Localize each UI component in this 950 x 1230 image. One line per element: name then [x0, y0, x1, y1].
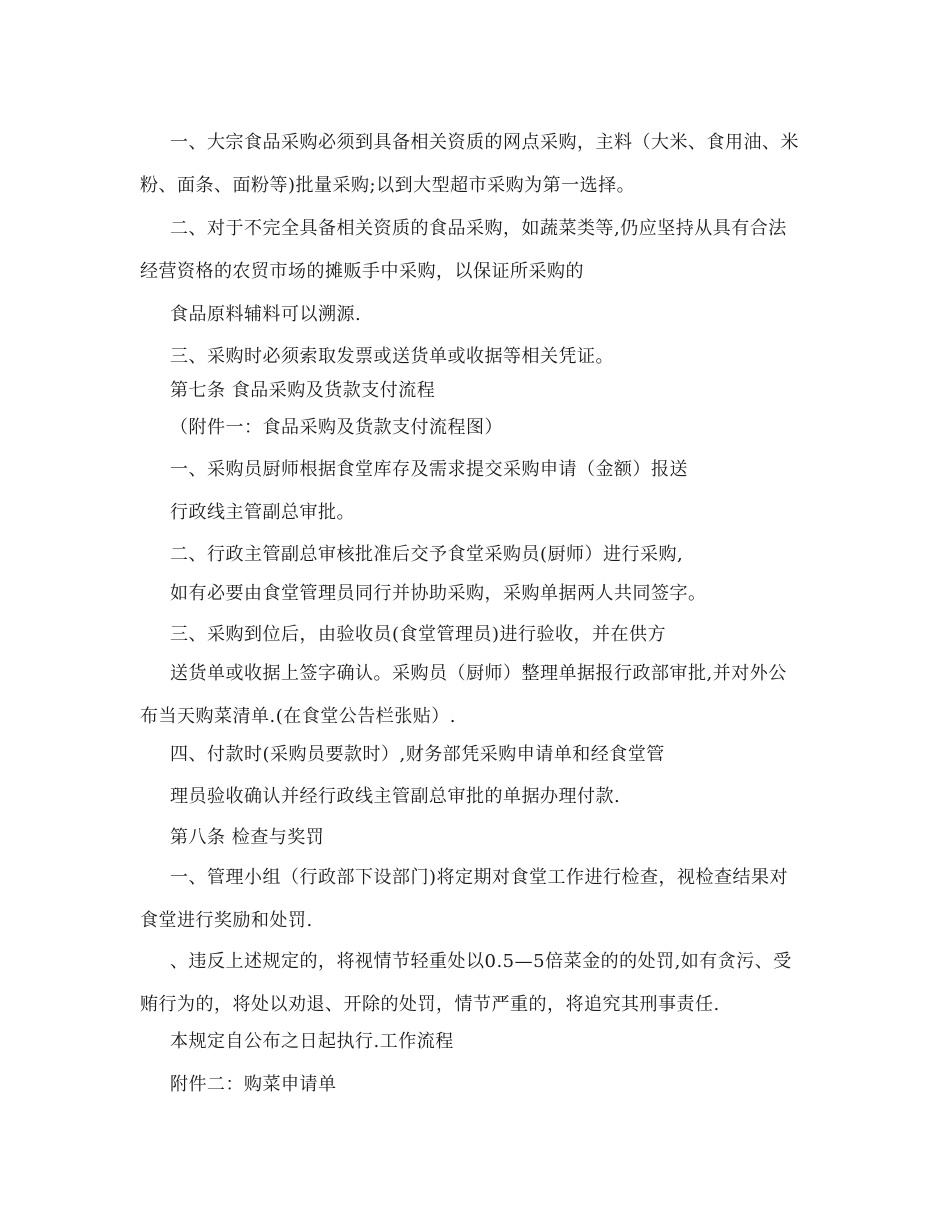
paragraph-line: 如有必要由食堂管理员同行并协助采购，采购单据两人共同签字。	[170, 583, 707, 604]
paragraph-line: 食品原料辅料可以溯源.	[170, 304, 362, 325]
paragraph-line: 行政线主管副总审批。	[170, 502, 355, 523]
attachment-note: （附件一：食品采购及货款支付流程图）	[170, 417, 503, 438]
paragraph-line: 、违反上述规定的，将视情节轻重处以0.5—5倍菜金的的处罚,如有贪污、受	[170, 951, 792, 972]
paragraph-line: 布当天购菜清单.(在食堂公告栏张贴）.	[140, 706, 456, 727]
paragraph-line: 食堂进行奖励和处罚.	[140, 910, 313, 931]
paragraph-line: 一、管理小组（行政部下设部门)将定期对食堂工作进行检查，视检查结果对	[170, 867, 789, 888]
paragraph-line: 二、行政主管副总审核批准后交予食堂采购员(厨师）进行采购,	[170, 544, 684, 565]
paragraph-line: 经营资格的农贸市场的摊贩手中采购，以保证所采购的	[140, 261, 584, 282]
paragraph-line: 理员验收确认并经行政线主管副总审批的单据办理付款.	[170, 786, 621, 807]
paragraph-line: 三、采购时必须索取发票或送货单或收据等相关凭证。	[170, 346, 614, 367]
paragraph-line: 三、采购到位后，由验收员(食堂管理员)进行验收，并在供方	[170, 624, 667, 645]
paragraph-line: 送货单或收据上签字确认。采购员（厨师）整理单据报行政部审批,并对外公	[170, 663, 787, 684]
paragraph-line: 一、大宗食品采购必须到具备相关资质的网点采购，主料（大米、食用油、米	[170, 132, 799, 153]
paragraph-line: 贿行为的，将处以劝退、开除的处罚，情节严重的，将追究其刑事责任.	[140, 994, 720, 1015]
paragraph-line: 四、付款时(采购员要款时）,财务部凭采购申请单和经食堂管	[170, 744, 665, 765]
section-heading: 第七条 食品采购及货款支付流程	[170, 380, 436, 401]
attachment-note: 附件二：购菜申请单	[170, 1074, 337, 1095]
section-heading: 第八条 检查与奖罚	[170, 827, 325, 848]
paragraph-line: 一、采购员厨师根据食堂库存及需求提交采购申请（金额）报送	[170, 459, 688, 480]
paragraph-line: 本规定自公布之日起执行.工作流程	[170, 1031, 454, 1052]
paragraph-line: 二、对于不完全具备相关资质的食品采购，如蔬菜类等,仍应坚持从具有合法	[170, 218, 787, 239]
paragraph-line: 粉、面条、面粉等)批量采购;以到大型超市采购为第一选择。	[140, 175, 636, 196]
